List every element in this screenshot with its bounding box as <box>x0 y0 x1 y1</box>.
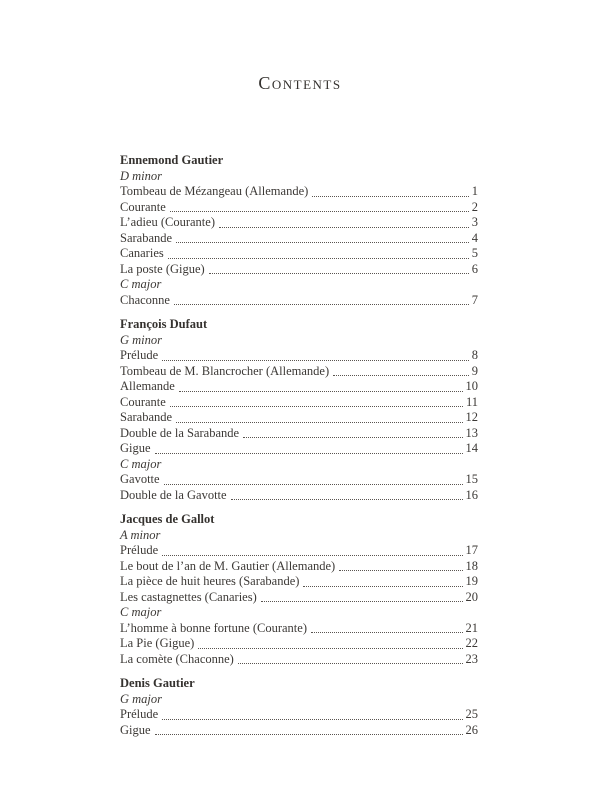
composer-heading: Ennemond Gautier <box>120 153 224 167</box>
toc-section <box>120 317 478 503</box>
composer-heading: Denis Gautier <box>120 676 195 690</box>
dot-leader <box>179 391 463 392</box>
toc-entry <box>120 364 478 380</box>
toc-entry-page: 20 <box>465 589 478 604</box>
toc-entry <box>120 723 478 739</box>
toc-entry <box>120 395 478 411</box>
toc-entry-page: 17 <box>465 543 478 557</box>
toc-entry-title: L’adieu (Courante) <box>120 215 215 229</box>
toc-entry <box>120 543 478 559</box>
key-heading: C major <box>120 456 162 471</box>
dot-leader <box>219 227 469 228</box>
dot-leader <box>209 273 469 274</box>
toc-entry-title: La poste (Gigue) <box>120 261 205 276</box>
dot-leader <box>303 586 462 587</box>
toc-entry-page: 13 <box>465 425 478 440</box>
toc-entry <box>120 348 478 364</box>
dot-leader <box>176 242 469 243</box>
toc-entry-title: Allemande <box>120 379 175 393</box>
toc-section <box>120 153 478 308</box>
key-heading: G minor <box>120 332 163 347</box>
toc-entry <box>120 559 478 575</box>
key-heading: C major <box>120 277 162 291</box>
toc-entry-title: Gigue <box>120 722 151 737</box>
toc-entry-title: Courante <box>120 394 166 409</box>
toc-entry-page: 14 <box>465 441 478 455</box>
toc-section <box>120 512 478 667</box>
toc-entry-page: 9 <box>471 363 478 378</box>
dot-leader <box>155 453 463 454</box>
toc-entry-title: Canaries <box>120 246 164 260</box>
toc-entry <box>120 262 478 278</box>
toc-entry-page: 4 <box>471 230 478 245</box>
key-heading: A minor <box>120 527 161 542</box>
toc-entry-title: Gigue <box>120 441 151 455</box>
toc-entry <box>120 590 478 606</box>
dot-leader <box>238 663 463 664</box>
toc-entry-page: 8 <box>471 348 478 362</box>
toc-entry-title: Gavotte <box>120 472 160 486</box>
toc-entry-title: Le bout de l’an de M. Gautier (Allemande) <box>120 558 336 573</box>
toc-entry <box>120 231 478 247</box>
toc-entry-title: Courante <box>120 199 166 214</box>
key-heading: C major <box>120 605 162 619</box>
toc-entry <box>120 707 478 723</box>
toc-entry-title: Double de la Sarabande <box>120 425 240 440</box>
toc-entry <box>120 426 478 442</box>
dot-leader <box>198 648 462 649</box>
toc-entry-page: 7 <box>471 292 478 307</box>
toc-entry-page: 21 <box>465 620 478 635</box>
toc-entry-page: 10 <box>465 379 478 393</box>
toc-entry-page: 25 <box>465 707 478 721</box>
dot-leader <box>168 258 469 259</box>
toc-entry-page: 18 <box>465 558 478 573</box>
toc-entry-page: 1 <box>471 184 478 198</box>
toc-entry <box>120 215 478 231</box>
toc-entry-title: La Pie (Gigue) <box>120 636 195 650</box>
table-of-contents <box>120 153 478 738</box>
toc-entry-title: Chaconne <box>120 292 170 307</box>
toc-entry-page: 6 <box>471 261 478 276</box>
toc-entry-title: Double de la Gavotte <box>120 487 227 502</box>
toc-entry-page: 26 <box>465 722 478 737</box>
toc-section <box>120 676 478 738</box>
toc-entry-page: 12 <box>465 410 478 424</box>
page-title: Contents <box>258 73 342 93</box>
toc-entry <box>120 246 478 262</box>
toc-entry-title: Tombeau de Mézangeau (Allemande) <box>120 184 309 198</box>
key-heading: G major <box>120 691 163 706</box>
toc-entry <box>120 200 478 216</box>
toc-entry <box>120 621 478 637</box>
dot-leader <box>261 601 463 602</box>
dot-leader <box>162 719 462 720</box>
toc-entry-title: Sarabande <box>120 410 173 424</box>
toc-entry <box>120 293 478 309</box>
dot-leader <box>339 570 462 571</box>
dot-leader <box>155 734 463 735</box>
toc-entry-title: Tombeau de M. Blancrocher (Allemande) <box>120 363 330 378</box>
toc-entry-page: 3 <box>471 215 478 229</box>
toc-entry-page: 5 <box>471 246 478 260</box>
toc-entry-title: Les castagnettes (Canaries) <box>120 589 257 604</box>
toc-entry <box>120 410 478 426</box>
dot-leader <box>162 360 469 361</box>
toc-entry-page: 23 <box>465 651 478 666</box>
toc-entry-title: Prélude <box>120 348 159 362</box>
dot-leader <box>311 632 463 633</box>
dot-leader <box>231 499 463 500</box>
toc-entry <box>120 488 478 504</box>
dot-leader <box>312 196 468 197</box>
dot-leader <box>333 375 469 376</box>
composer-heading: François Dufaut <box>120 317 208 331</box>
toc-entry <box>120 574 478 590</box>
toc-entry-page: 11 <box>465 394 478 409</box>
toc-entry <box>120 636 478 652</box>
toc-entry-title: La comète (Chaconne) <box>120 651 234 666</box>
dot-leader <box>243 437 462 438</box>
toc-entry-page: 19 <box>465 574 478 588</box>
dot-leader <box>170 406 463 407</box>
dot-leader <box>162 555 462 556</box>
dot-leader <box>176 422 462 423</box>
dot-leader <box>170 211 469 212</box>
toc-entry-title: Sarabande <box>120 230 173 245</box>
toc-entry-page: 16 <box>465 487 478 502</box>
toc-entry-page: 15 <box>465 472 478 486</box>
toc-entry-page: 2 <box>471 199 478 214</box>
key-heading: D minor <box>120 168 163 183</box>
toc-entry-page: 22 <box>465 636 478 650</box>
toc-entry-title: L’homme à bonne fortune (Courante) <box>120 620 307 635</box>
toc-entry <box>120 379 478 395</box>
toc-entry-title: La pièce de huit heures (Sarabande) <box>120 574 300 588</box>
toc-entry-title: Prélude <box>120 707 159 721</box>
dot-leader <box>164 484 463 485</box>
toc-entry <box>120 184 478 200</box>
toc-entry <box>120 472 478 488</box>
dot-leader <box>174 304 469 305</box>
toc-entry <box>120 441 478 457</box>
composer-heading: Jacques de Gallot <box>120 512 215 526</box>
toc-entry <box>120 652 478 668</box>
toc-entry-title: Prélude <box>120 543 159 557</box>
